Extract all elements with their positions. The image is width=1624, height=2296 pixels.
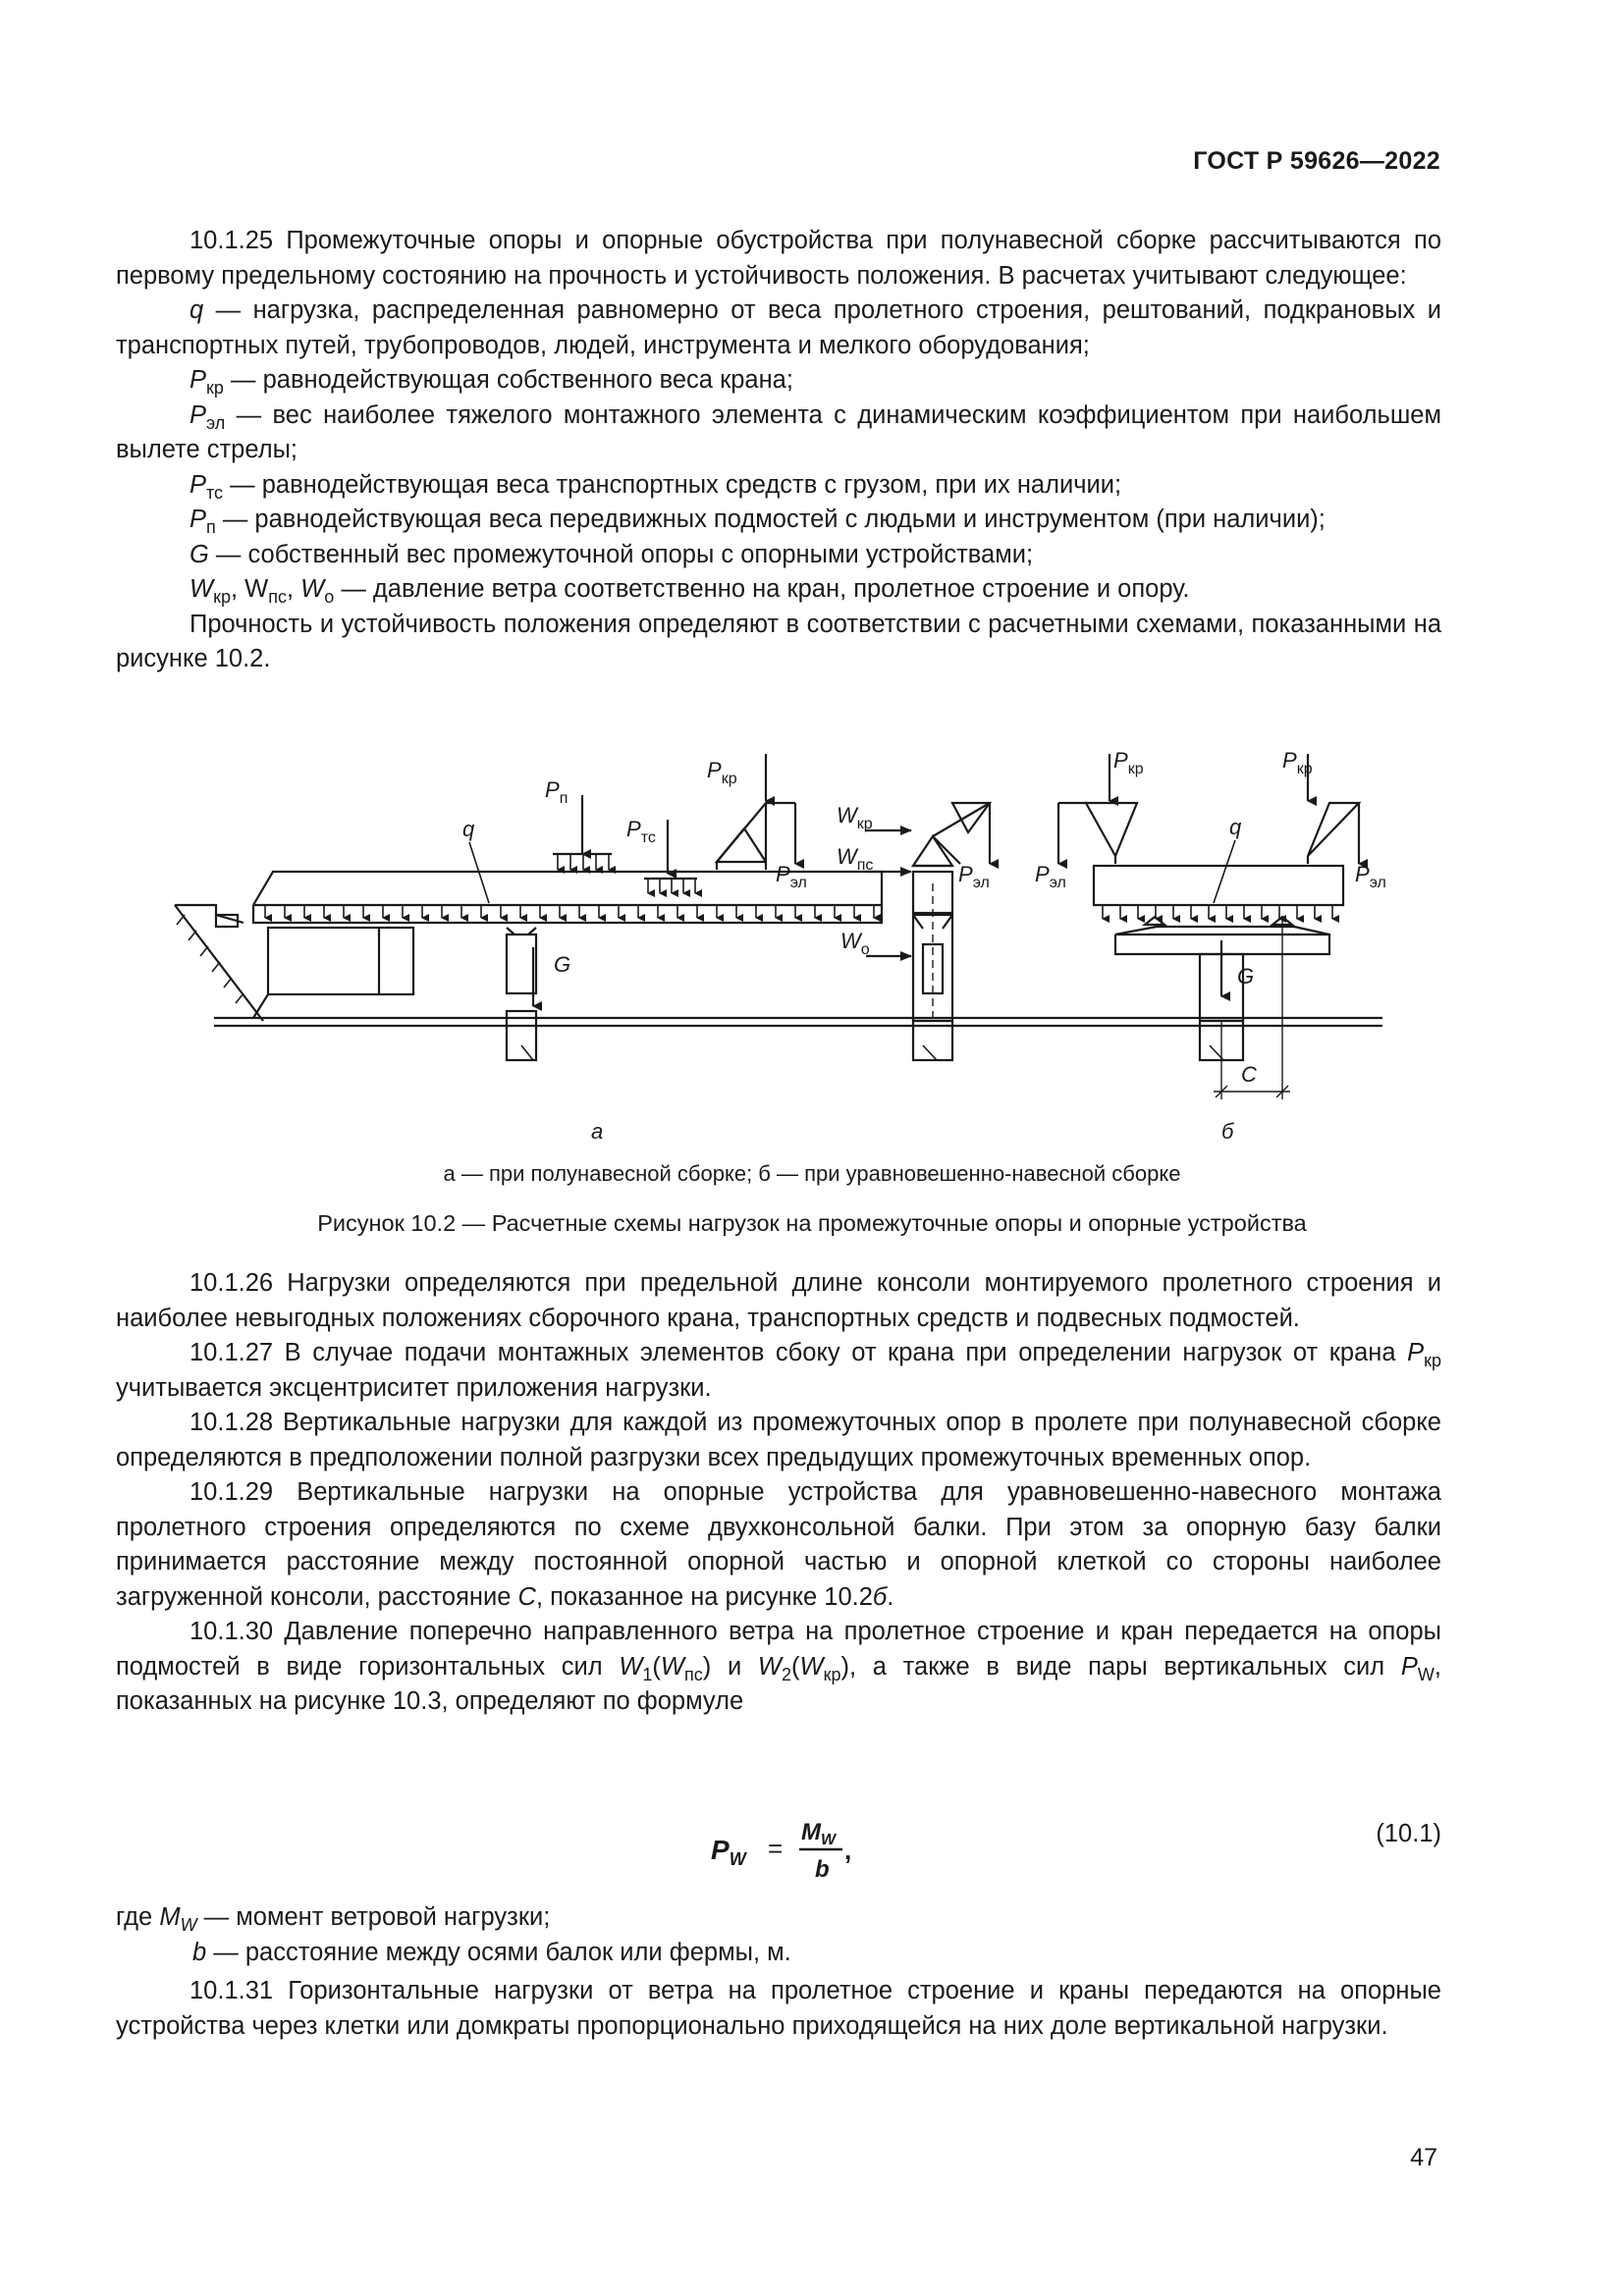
text: , показанных на рисунке 10.3, определяют по формуле [116,1652,1441,1715]
label-pel-right-sub: эл [1369,875,1386,891]
definition-text: — равнодействующая собственного веса крана; [223,366,793,394]
definition-pp [116,503,1441,538]
svg-text:Pэл [1355,862,1386,891]
paragraph-10-1-27 [116,1336,1441,1406]
label-pkr-left: P [1113,748,1128,773]
paren: ) [702,1652,712,1681]
separator: , [286,575,301,603]
figure-diagram [116,726,1441,1158]
paren: ( [791,1652,800,1681]
label-wkr-sub: кр [856,816,873,832]
subscript: кр [206,378,224,398]
paragraph-10-1-30 [116,1615,1441,1720]
definition-text: — собственный вес промежуточной опоры с опорными устройствами; [208,540,1034,568]
svg-text:Wо [840,929,870,958]
definition-q [116,294,1441,363]
subscript: 2 [782,1664,792,1684]
definition-text: — давление ветра соответственно на кран, пролетное строение и опору. [334,575,1190,603]
subscript: W [180,1915,197,1935]
svg-text:PW [711,1835,748,1869]
text: и [711,1652,758,1681]
subscript: пс [684,1664,703,1684]
svg-text:, [844,1836,851,1865]
figure-caption: Рисунок 10.2 — Расчетные схемы нагрузок на промежуточные опоры и опорные устройства [317,1210,1307,1236]
symbol-b: b [192,1938,207,1966]
symbol-p: P [1407,1339,1425,1366]
label-pel-mid-sub: эл [972,875,990,891]
svg-text:C [1241,1062,1257,1087]
subscript: 1 [642,1664,653,1684]
formula-lhs-sub: W [729,1849,746,1869]
label-pts: P [626,817,641,841]
label-scheme-b: б [1221,1119,1234,1144]
figure-legend: а — при полунавесной сборке; б — при уравновешенно-навесной сборке [443,1161,1181,1186]
figure-10-2 [116,726,1441,1178]
label-c: C [1241,1062,1257,1087]
subscript: тс [206,482,224,503]
label-pel-left: P [1035,862,1050,886]
svg-text:Pэл [776,862,807,891]
sections-10-1-26-to-30 [116,1266,1441,1720]
paragraph-10-1-28: 10.1.28 Вертикальные нагрузки для каждой из промежуточных опор в пролете при полунавесной сборке определяются в предположении полной разгрузки всех предыдущих промежуточных временных опор. [116,1409,1441,1471]
label-wps: W [837,844,857,869]
label-q-b: q [1229,815,1242,839]
text: , показанное на рисунке 10.2 [535,1582,873,1611]
label-pkr-right: P [1282,748,1297,773]
symbol-w: W [189,575,214,603]
label-pel-sub: эл [789,875,807,891]
formula-numerator: M [801,1819,821,1845]
definition-text: — вес наиболее тяжелого монтажного элемента с динамическим коэффициентом при наибольшем вылете стрелы; [116,400,1441,463]
formula-comma: , [844,1836,852,1865]
separator: , W [230,575,269,603]
formula-number: (10.1) [1376,1820,1441,1847]
label-pel: P [776,862,790,886]
svg-text:MW [801,1819,838,1848]
symbol-w: W [300,575,325,603]
paren: ) [840,1652,849,1681]
svg-text:а [591,1119,603,1144]
where-mw [116,1900,1441,1936]
subscript: W [1417,1664,1435,1684]
label-pts-sub: тс [640,829,656,846]
where-b [116,1936,1441,1971]
section-10-1-25 [116,224,1441,677]
symbol-w: W [660,1652,684,1681]
definition-text: — равнодействующая веса передвижных подмостей с людьми и инструментом (при наличии); [215,506,1326,533]
symbol-q: q [189,296,204,324]
text: . [887,1582,894,1611]
svg-text:b [815,1856,830,1883]
svg-text:q [462,817,475,841]
label-wo: W [840,929,861,953]
definition-pkr [116,363,1441,399]
svg-text:Wпс [837,844,873,874]
paragraph-closing: Прочность и устойчивость положения определяют в соответствии с расчетными схемами, показанными на рисунке 10.2. [116,610,1441,672]
subscript: о [324,587,335,607]
symbol-m: M [159,1903,181,1931]
paragraph-10-1-26: 10.1.26 Нагрузки определяются при предельной длине консоли монтируемого пролетного строения и наиболее невыгодных положениях сборочного крана, транспортных средств и подвесных подмостей. [116,1269,1441,1332]
subscript: п [206,517,216,537]
label-q: q [462,817,475,841]
definition-text: — равнодействующая веса транспортных средств с грузом, при их наличии; [223,470,1122,499]
symbol-c: C [517,1582,536,1611]
symbol-p: P [189,506,207,533]
svg-text:q [1229,815,1242,839]
label-g: G [554,952,571,977]
symbol-w: W [799,1652,824,1681]
text: , а также в виде пары вертикальных сил [848,1652,1401,1681]
standard-code: ГОСТ Р 59626—2022 [1193,147,1440,175]
label-pel-left-sub: эл [1049,875,1066,891]
svg-text:Pп [545,777,568,807]
label-pkr-right-sub: кр [1296,761,1313,777]
text: — момент ветровой нагрузки; [196,1903,551,1931]
svg-text:Pэл [958,862,990,891]
formula-numerator-sub: W [821,1832,837,1848]
label-pkr: P [707,758,722,782]
subscript: кр [213,587,231,607]
definition-pel [116,399,1441,468]
symbol-p: P [189,400,207,429]
label-pel-mid: P [958,862,973,886]
label-wps-sub: пс [856,857,874,874]
subscript: кр [823,1664,841,1684]
symbol-p: P [1400,1652,1418,1681]
svg-text:G [1237,964,1254,988]
definition-pts [116,468,1441,504]
svg-text:Pкр [1113,748,1144,777]
label-p-sub: п [559,790,568,807]
formula-graphic [707,1814,1001,1883]
symbol-p: P [189,470,207,499]
page-number: 47 [1410,2144,1437,2171]
text: 10.1.30 Давление поперечно направленного ветра на пролетное строение и кран передается на опоры подмостей в виде горизонтальных сил [116,1618,1441,1681]
label-wkr: W [837,803,857,828]
svg-text:Pкр [1282,748,1313,777]
formula-lhs: P [711,1835,730,1865]
paragraph-10-1-31: 10.1.31 Горизонтальные нагрузки от ветра на пролетное строение и краны передаются на опорные устройства через клетки или домкраты пропорционально приходящейся на них доле вертикальной нагрузки. [116,1977,1441,2040]
symbol-p: P [189,366,207,394]
label-pkr-left-sub: кр [1127,761,1144,777]
definition-g [116,538,1441,573]
formula-eq: = [768,1834,784,1863]
paren: ( [652,1652,661,1681]
label-g-b: G [1237,964,1255,988]
text: — расстояние между осями балок или фермы, м. [206,1938,791,1966]
svg-text:= [768,1834,783,1863]
symbol-w: W [757,1652,782,1681]
where-and-section-10-1-31 [116,1900,1441,2044]
formula-denominator: b [815,1856,830,1883]
label-scheme-a: а [591,1119,604,1144]
subscript: кр [1424,1351,1441,1370]
label-pel-right: P [1355,862,1370,886]
paragraph-intro: 10.1.25 Промежуточные опоры и опорные обустройства при полунавесной сборке рассчитываются по первому предельному состоянию на прочность и устойчивость положения. В расчетах учитывают следующее: [116,227,1441,290]
text: 10.1.27 В случае подачи монтажных элементов сбоку от крана при определении нагрузок от крана [189,1339,1408,1366]
formula-10-1 [707,1814,1001,1883]
text: учитывается эксцентриситет приложения нагрузки. [116,1373,712,1402]
subscript: эл [206,412,226,433]
symbol-w: W [619,1652,643,1681]
svg-text:б [1221,1119,1235,1144]
label-pkr-sub: кр [721,771,737,787]
definition-q-text: — нагрузка, распределенная равномерно от веса пролетного строения, рештований, подкрановых и транспортных путей, трубопроводов, людей, инструмента и мелкого оборудования; [116,296,1441,359]
paragraph-10-1-29 [116,1475,1441,1615]
label-p: P [545,777,560,802]
subscript: пс [268,587,287,607]
text: где [116,1903,160,1931]
svg-text:Pтс [626,817,656,846]
label-wo-sub: о [860,941,870,958]
figure-letter: б [872,1582,888,1611]
svg-text:Pкр [707,758,737,787]
svg-text:G [554,952,570,977]
svg-text:Wкр [837,803,873,832]
definition-w [116,572,1441,608]
symbol-g: G [189,540,209,568]
svg-text:Pэл [1035,862,1066,891]
text: 10.1.29 Вертикальные нагрузки на опорные устройства для уравновешенно-навесного монтажа пролетного строения определяются по схеме двухконсольной балки. При этом за опорную базу балки принимается расстояние между постоянной опорной частью и опорной клеткой со стороны наиболее загруженной консоли, расстояние [116,1478,1441,1611]
